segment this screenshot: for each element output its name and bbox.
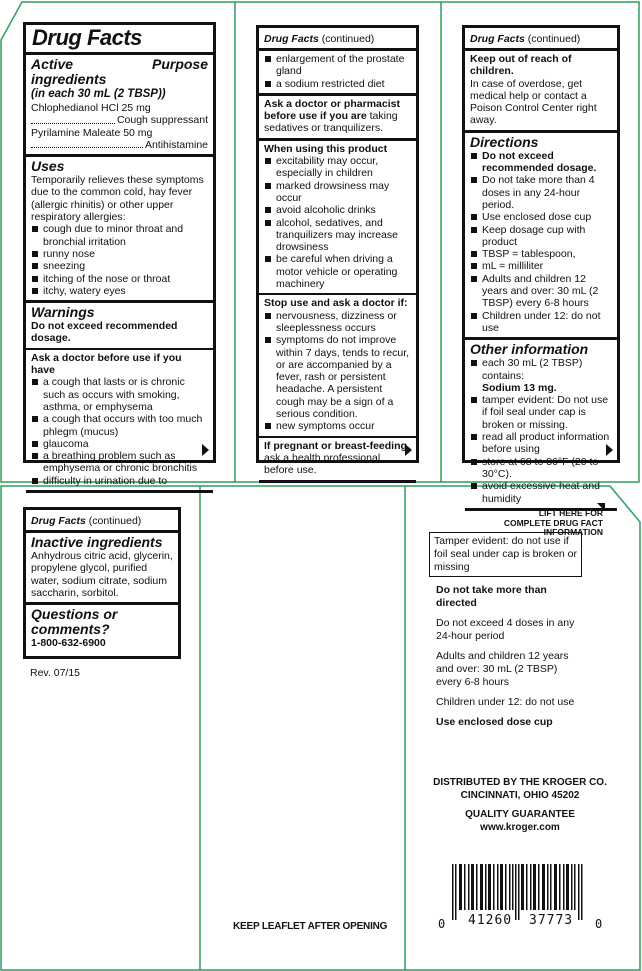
list-item: Adults and children 12 years and over: 30 mL (2 TBSP) every 6-8 hours <box>470 273 612 310</box>
continued-title: Drug Facts <box>31 515 86 527</box>
quality-guarantee: QUALITY GUARANTEE <box>465 809 575 820</box>
sodium-label: each 30 mL (2 TBSP) contains: <box>482 357 583 382</box>
list-item: Children under 12: do not use <box>470 310 612 335</box>
purpose-heading: Purpose <box>151 56 208 72</box>
keep-out-heading: Keep out of reach of children. <box>470 53 572 78</box>
directions-list <box>470 150 612 334</box>
other-info-heading: Other information <box>470 341 589 358</box>
list-item: cough due to minor throat and bronchial irritation <box>31 223 208 248</box>
pregnant-bold: If pregnant or breast-feeding, <box>264 439 410 452</box>
warnings-heading: Warnings <box>31 304 95 321</box>
list-item: a cough that occurs with too much phlegm (mucus) <box>31 413 208 438</box>
continued-title: Drug Facts <box>264 33 319 45</box>
list-item: Do not take more than 4 doses in any 24-hour period. <box>470 174 612 211</box>
list-item: sneezing <box>31 260 208 272</box>
ask-sedatives-rest: taking sedatives or tranquilizers. <box>264 110 398 135</box>
uses-list <box>31 223 208 297</box>
distributor: DISTRIBUTED BY THE KROGER CO. <box>433 777 607 788</box>
continued-title: Drug Facts <box>470 33 525 45</box>
list-item: avoid excessive heat and humidity <box>470 480 612 505</box>
list-item: Do not exceed recommended dosage. <box>470 150 612 175</box>
continued-label: (continued) <box>524 33 581 45</box>
continued-label: (continued) <box>85 515 142 527</box>
list-item: a breathing problem such as emphysema or chronic bronchitis <box>31 450 208 475</box>
when-using-heading: When using this product <box>264 142 388 155</box>
use-cup: Use enclosed dose cup <box>436 716 553 728</box>
list-item: be careful when driving a motor vehicle or operating machinery <box>264 253 411 290</box>
tamper-box <box>429 532 582 577</box>
directions-heading: Directions <box>470 133 539 150</box>
barcode-digits-1: 41260 <box>468 913 513 928</box>
adults-dose: Adults and children 12 years and over: 30 mL (2 TBSP) every 6-8 hours <box>436 650 569 688</box>
inactive-heading: Inactive ingredients <box>31 534 163 550</box>
tamper-text: Tamper evident: do not use if foil seal under cap is broken or missing <box>434 535 577 573</box>
sodium-value: Sodium 13 mg. <box>482 381 557 394</box>
list-item: TBSP = tablespoon, <box>470 248 612 260</box>
when-using-list <box>264 155 411 290</box>
uses-text: Temporarily relieves these symptoms due to the common cold, hay fever (allergic rhinitis) or other upper respiratory allergies: <box>31 174 204 224</box>
phone-number: 1-800-632-6900 <box>31 637 106 650</box>
keep-leaflet-note: KEEP LEAFLET AFTER OPENING <box>233 921 388 932</box>
ask-sedatives-bold: Ask a doctor or pharmacist before use if you are <box>264 97 400 123</box>
ask-doctor-heading: Ask a doctor before use if you have <box>31 351 182 377</box>
list-item: nervousness, dizziness or sleeplessness occurs <box>264 310 411 335</box>
website: www.kroger.com <box>480 822 560 833</box>
ask-doctor-list <box>31 376 208 487</box>
drug-facts-panel-4 <box>23 507 181 659</box>
drug-facts-panel-1 <box>23 22 216 487</box>
barcode-digit-left: 0 <box>438 917 446 931</box>
list-item: avoid alcoholic drinks <box>264 204 411 216</box>
inactive-text: Anhydrous citric acid, glycerin, propylene glycol, purified water, sodium citrate, sodium saccharin, sorbitol. <box>31 550 173 599</box>
list-item: itching of the nose or throat <box>31 273 208 285</box>
list-item: Use enclosed dose cup <box>470 211 612 223</box>
list-item: glaucoma <box>31 438 208 450</box>
continued-label: (continued) <box>318 33 375 45</box>
children-dose: Children under 12: do not use <box>436 696 575 708</box>
list-item: a cough that lasts or is chronic such as occurs with smoking, asthma, or emphysema <box>31 376 208 413</box>
keep-out-text: In case of overdose, get medical help or contact a Poison Control Center right away. <box>470 77 597 127</box>
lift-corner-icon <box>597 503 605 511</box>
continued-list <box>264 53 411 90</box>
ingredient-2-purpose: Antihistamine <box>144 138 208 151</box>
ingredient-1-purpose: Cough suppressant <box>116 114 208 127</box>
barcode-digits-2: 37773 <box>529 913 574 928</box>
do-not-take: Do not take more than directed <box>436 584 547 609</box>
drug-facts-panel-2 <box>256 25 419 477</box>
list-item: marked drowsiness may occur <box>264 180 411 205</box>
list-item: new symptoms occur <box>264 420 411 432</box>
distributor-city: CINCINNATI, OHIO 45202 <box>460 790 580 801</box>
list-item: store at 68 to 86°F (20 to 30°C). <box>470 456 612 481</box>
continue-arrow-icon <box>606 444 613 456</box>
list-item: difficulty in urination due to <box>31 475 208 487</box>
list-item: a sodium restricted diet <box>264 78 411 90</box>
uses-heading: Uses <box>31 158 65 175</box>
list-item: runny nose <box>31 248 208 260</box>
barcode-digit-right: 0 <box>595 917 603 931</box>
list-item: enlargement of the prostate gland <box>264 53 411 78</box>
revision-date: Rev. 07/15 <box>30 667 81 679</box>
continue-arrow-icon <box>405 444 412 456</box>
ingredient-1: Chlophedianol HCl 25 mg <box>31 102 151 114</box>
active-ingredients-heading: Active ingredients <box>31 56 107 87</box>
drug-facts-title: Drug Facts <box>32 25 142 50</box>
continue-arrow-icon <box>202 444 209 456</box>
stop-use-heading: Stop use and ask a doctor if: <box>264 297 408 310</box>
list-item <box>470 357 612 394</box>
barcode <box>452 864 584 920</box>
questions-heading: Questions or comments? <box>31 606 118 638</box>
pregnant-rest: ask a health professional before use. <box>264 451 381 477</box>
lift-here-note: LIFT HERE FOR COMPLETE DRUG FACT INFORMATION <box>503 508 603 537</box>
warnings-text: Do not exceed recommended dosage. <box>31 320 178 345</box>
list-item: alcohol, sedatives, and tranquilizers may increase drowsiness <box>264 217 411 254</box>
active-sub-heading: (in each 30 mL (2 TBSP)) <box>31 88 166 100</box>
list-item: tamper evident: Do not use if foil seal under cap is broken or missing. <box>470 394 612 431</box>
do-not-exceed: Do not exceed 4 doses in any 24-hour period <box>436 617 575 642</box>
other-info-list <box>470 357 612 505</box>
list-item: mL = milliliter <box>470 260 612 272</box>
drug-facts-panel-3 <box>462 25 620 505</box>
list-item: Keep dosage cup with product <box>470 224 612 249</box>
list-item: excitability may occur, especially in children <box>264 155 411 180</box>
stop-use-list <box>264 310 411 433</box>
list-item: symptoms do not improve within 7 days, tends to recur, or are accompanied by a fever, rash or persistent headache. A persistent cough may be a sign of a serious condition. <box>264 334 411 420</box>
list-item: itchy, watery eyes <box>31 285 208 297</box>
ingredient-2: Pyrilamine Maleate 50 mg <box>31 126 153 139</box>
list-item: read all product information before using <box>470 431 612 456</box>
